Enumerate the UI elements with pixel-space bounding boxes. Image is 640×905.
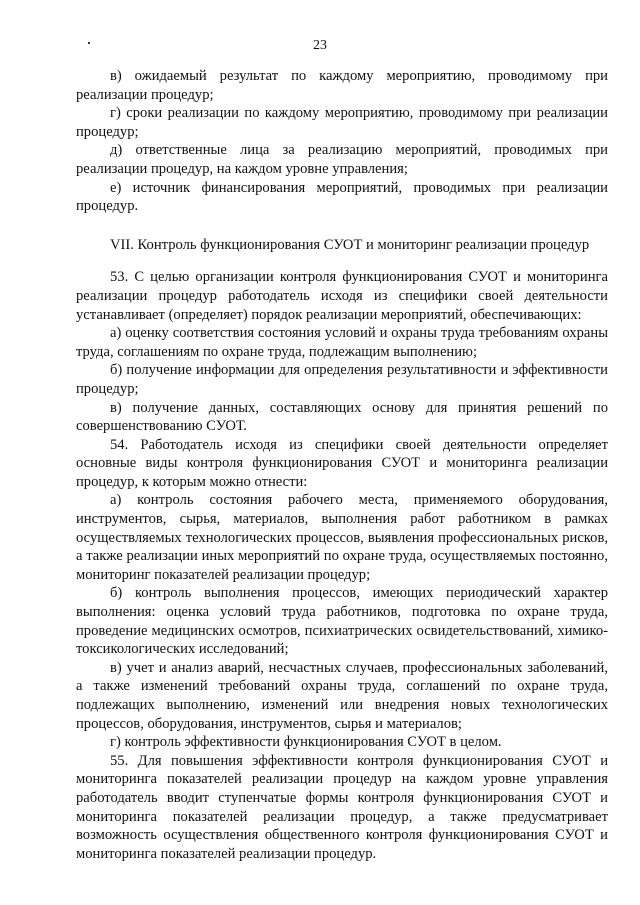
paragraph-55: 55. Для повышения эффективности контроля функционирования СУОТ и мониторинга показателей реализации процедур на каждом уровне управления работодатель вводит ступенчатые формы контроля функционирования СУОТ и мониторинга показателей реализации процедур, а также предусматривает возможность осуществления общественного контроля функционирования СУОТ и мониторинга показателей реализации процедур. xyxy=(76,752,608,862)
list-item-v: в) ожидаемый результат по каждому мероприятию, проводимому при реализации процедур; xyxy=(76,68,608,103)
paragraph-54-g: г) контроль эффективности функционирования СУОТ в целом. xyxy=(110,734,502,751)
list-item-e: е) источник финансирования мероприятий, проводимых при реализации процедур. xyxy=(76,179,608,215)
paragraph-53-v: в) получение данных, составляющих основу для принятия решений по совершенствованию СУОТ. xyxy=(76,399,608,435)
paragraph-54-a: а) контроль состояния рабочего места, применяемого оборудования, инструментов, сырья, материалов, выполнения работ работником в рамках осуществляемых технологических процессов, выявления профессиональных рисков, а также реализации иных мероприятий по охране труда, осуществляемых постоянно, мониторинг показателей реализации процедур; xyxy=(76,492,608,583)
paragraph-53: 53. С целью организации контроля функционирования СУОТ и мониторинга реализации процедур работодатель исходя из специфики своей деятельности устанавливает (определяет) порядок реализации мероприятий, обеспечивающих: xyxy=(76,269,608,323)
list-item-d: д) ответственные лица за реализацию мероприятий, проводимых при реализации процедур, на каждом уровне управления; xyxy=(76,142,608,177)
list-item-g: г) сроки реализации по каждому мероприятию, проводимому при реализации процедур; xyxy=(76,105,608,140)
paragraph-54-v: в) учет и анализ аварий, несчастных случаев, профессиональных заболеваний, а также изменений требований охраны труда, соглашений по охране труда, подлежащих выполнению, изменений или внедрения новых технологических процессов, оборудования, инструментов, сырья и материалов; xyxy=(76,659,608,732)
paragraph-54-b: б) контроль выполнения процессов, имеющих периодический характер выполнения: оценка условий труда работников, подготовка по охране труда, проведение медицинских осмотров, психиатрических освидетельствований, химико-токсикологических исследований; xyxy=(76,585,608,658)
paragraph-53-a: а) оценку соответствия состояния условий и охраны труда требованиям охраны труда, соглашениям по охране труда, подлежащим выполнению; xyxy=(76,325,608,360)
document-body xyxy=(76,67,608,863)
section-heading: VII. Контроль функционирования СУОТ и мониторинг реализации процедур xyxy=(110,236,590,253)
paragraph-53-b: б) получение информации для определения результативности и эффективности процедур; xyxy=(76,362,608,397)
page-number: 23 xyxy=(313,38,327,53)
paragraph-54: 54. Работодатель исходя из специфики своей деятельности определяет основные виды контроля функционирования СУОТ и мониторинга реализации процедур, к которым можно отнести: xyxy=(76,436,608,490)
